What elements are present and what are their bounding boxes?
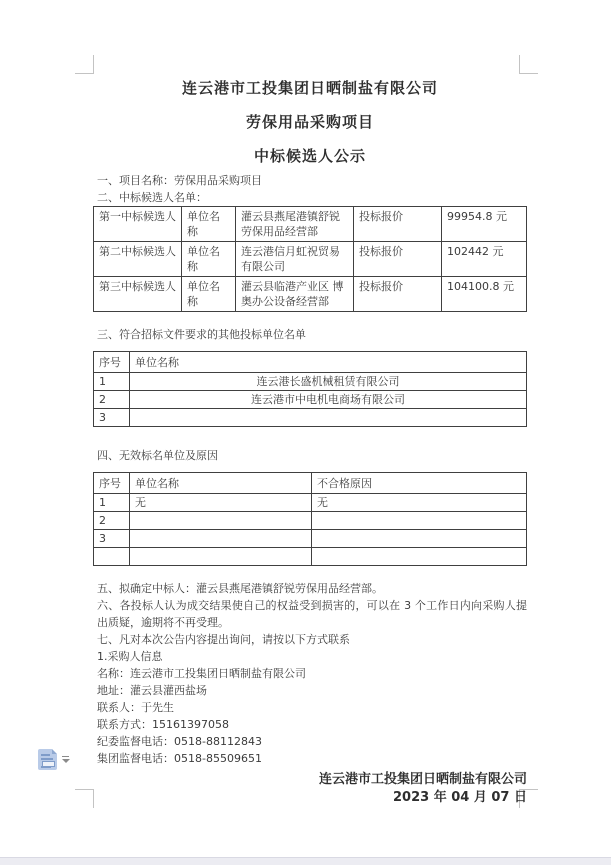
discipline-supervision-phone: 纪委监督电话：0518-88112843 bbox=[97, 735, 262, 748]
contact-name: 名称：连云港市工投集团日晒制盐有限公司 bbox=[97, 667, 306, 680]
table-row bbox=[94, 548, 527, 566]
row-number: 3 bbox=[94, 530, 130, 548]
unit-name: 灌云县燕尾港镇舒锐劳保用品经营部 bbox=[236, 207, 354, 242]
paste-options-icon bbox=[38, 749, 57, 770]
table-row bbox=[94, 242, 527, 277]
unit-name-label: 单位名称 bbox=[182, 242, 236, 277]
document-content bbox=[93, 70, 527, 807]
section-6-objection-rule: 六、各投标人认为成交结果使自己的权益受到损害的，可以在 3 个工作日内向采购人提出质疑，逾期将不再受理。 bbox=[97, 599, 527, 629]
crop-mark-top-left-icon bbox=[75, 55, 94, 74]
unit-name: 连云港长盛机械租赁有限公司 bbox=[130, 373, 527, 391]
unit-name bbox=[130, 512, 312, 530]
column-header-unit: 单位名称 bbox=[130, 352, 527, 373]
unit-name: 连云港市中电机电商场有限公司 bbox=[130, 391, 527, 409]
contact-phone: 联系方式：15161397058 bbox=[97, 718, 229, 731]
table-header-row bbox=[94, 473, 527, 494]
column-header-no: 序号 bbox=[94, 352, 130, 373]
table-row bbox=[94, 373, 527, 391]
paste-options-button[interactable] bbox=[36, 748, 72, 772]
section-4-heading: 四、无效标名单位及原因 bbox=[97, 449, 218, 462]
table-row bbox=[94, 530, 527, 548]
invalid-reason bbox=[312, 512, 527, 530]
candidate-rank: 第三中标候选人 bbox=[94, 277, 182, 312]
document-title-company: 连云港市工投集团日晒制盐有限公司 bbox=[181, 78, 438, 97]
table-row bbox=[94, 277, 527, 312]
table-row bbox=[94, 512, 527, 530]
signature-date: 2023 年 04 月 07 日 bbox=[393, 790, 527, 805]
column-header-no: 序号 bbox=[94, 473, 130, 494]
window-bottom-edge bbox=[0, 857, 611, 865]
candidate-rank: 第一中标候选人 bbox=[94, 207, 182, 242]
group-supervision-phone: 集团监督电话：0518-85509651 bbox=[97, 752, 262, 765]
table-row bbox=[94, 409, 527, 427]
dropdown-arrow-icon[interactable] bbox=[61, 754, 70, 764]
unit-name bbox=[130, 548, 312, 566]
section-3-heading: 三、符合招标文件要求的其他投标单位名单 bbox=[97, 328, 306, 341]
bid-price: 104100.8 元 bbox=[442, 277, 527, 312]
candidate-rank: 第二中标候选人 bbox=[94, 242, 182, 277]
bid-price-label: 投标报价 bbox=[354, 277, 442, 312]
row-number: 2 bbox=[94, 512, 130, 530]
bid-price-label: 投标报价 bbox=[354, 207, 442, 242]
document-title-announcement: 中标候选人公示 bbox=[253, 146, 366, 165]
row-number: 3 bbox=[94, 409, 130, 427]
invalid-reason: 无 bbox=[312, 494, 527, 512]
invalid-reason bbox=[312, 548, 527, 566]
unit-name bbox=[130, 530, 312, 548]
row-number: 1 bbox=[94, 494, 130, 512]
section-1-project-name: 一、项目名称：劳保用品采购项目 bbox=[97, 174, 262, 187]
candidates-table bbox=[93, 206, 527, 312]
bid-price: 102442 元 bbox=[442, 242, 527, 277]
signature-company: 连云港市工投集团日晒制盐有限公司 bbox=[318, 772, 527, 787]
contact-person: 联系人：于先生 bbox=[97, 701, 174, 714]
section-5-winner: 五、拟确定中标人：灌云县燕尾港镇舒锐劳保用品经营部。 bbox=[97, 582, 383, 595]
column-header-reason: 不合格原因 bbox=[312, 473, 527, 494]
invalid-bids-table bbox=[93, 472, 527, 566]
row-number bbox=[94, 548, 130, 566]
section-2-heading: 二、中标候选人名单： bbox=[97, 191, 207, 204]
row-number: 2 bbox=[94, 391, 130, 409]
unit-name-label: 单位名称 bbox=[182, 277, 236, 312]
unit-name bbox=[130, 409, 527, 427]
bid-price-label: 投标报价 bbox=[354, 242, 442, 277]
invalid-reason bbox=[312, 530, 527, 548]
table-row bbox=[94, 207, 527, 242]
table-row bbox=[94, 494, 527, 512]
table-header-row bbox=[94, 352, 527, 373]
unit-name: 无 bbox=[130, 494, 312, 512]
other-bidders-table bbox=[93, 351, 527, 427]
crop-mark-bottom-left-icon bbox=[75, 789, 94, 808]
signature-block bbox=[93, 771, 527, 807]
column-header-unit: 单位名称 bbox=[130, 473, 312, 494]
unit-name: 灌云县临港产业区 博奥办公设备经营部 bbox=[236, 277, 354, 312]
buyer-info-heading: 1.采购人信息 bbox=[97, 650, 163, 663]
document-title-project: 劳保用品采购项目 bbox=[245, 112, 374, 131]
table-row bbox=[94, 391, 527, 409]
contact-address: 地址：灌云县灌西盐场 bbox=[97, 684, 207, 697]
row-number: 1 bbox=[94, 373, 130, 391]
bid-price: 99954.8 元 bbox=[442, 207, 527, 242]
unit-name: 连云港信月虹祝贸易有限公司 bbox=[236, 242, 354, 277]
unit-name-label: 单位名称 bbox=[182, 207, 236, 242]
section-7-contact-heading: 七、凡对本次公告内容提出询问，请按以下方式联系 bbox=[97, 633, 350, 646]
